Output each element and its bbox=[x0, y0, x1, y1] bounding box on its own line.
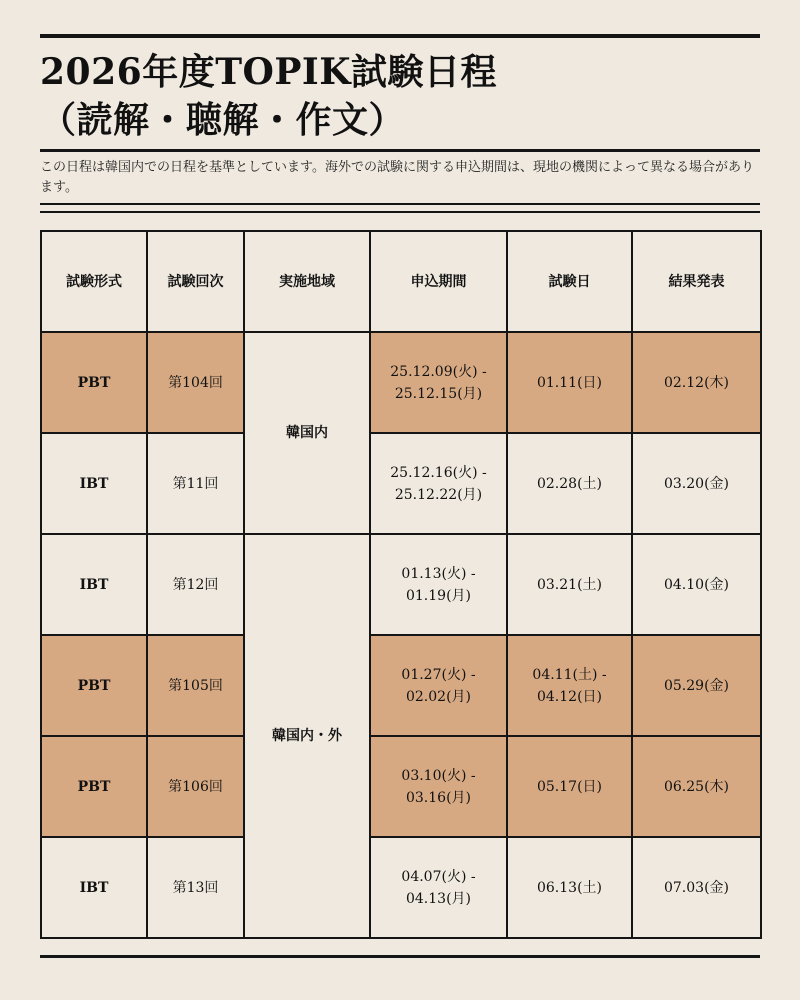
application-start: 01.27(火) - bbox=[401, 666, 476, 683]
top-rule bbox=[40, 34, 760, 38]
title-underline bbox=[40, 149, 760, 152]
table-row bbox=[41, 837, 761, 938]
table-row bbox=[41, 635, 761, 736]
table-row bbox=[41, 736, 761, 837]
results-date-cell: 03.20(金) bbox=[632, 433, 761, 534]
application-end: 03.16(月) bbox=[405, 789, 471, 806]
exam-date-cell: 05.17(日) bbox=[507, 736, 632, 837]
results-date-cell: 06.25(木) bbox=[632, 736, 761, 837]
results-date-cell: 05.29(金) bbox=[632, 635, 761, 736]
table-header-row bbox=[41, 231, 761, 332]
results-date-cell: 04.10(金) bbox=[632, 534, 761, 635]
application-end: 25.12.22(月) bbox=[394, 486, 483, 503]
exam-round-cell: 第11回 bbox=[147, 433, 244, 534]
exam-format-cell: PBT bbox=[41, 332, 147, 433]
exam-format-cell: IBT bbox=[41, 534, 147, 635]
exam-round-cell: 第105回 bbox=[147, 635, 244, 736]
exam-date-cell: 02.28(土) bbox=[507, 433, 632, 534]
exam-schedule-table bbox=[40, 230, 762, 939]
region-cell-domestic: 韓国内 bbox=[244, 332, 370, 534]
application-period-cell bbox=[370, 332, 507, 433]
exam-date-cell bbox=[507, 635, 632, 736]
exam-format-cell: IBT bbox=[41, 433, 147, 534]
note-underline-1 bbox=[40, 203, 760, 205]
exam-round-cell: 第106回 bbox=[147, 736, 244, 837]
exam-date-cell: 06.13(土) bbox=[507, 837, 632, 938]
exam-format-cell: PBT bbox=[41, 736, 147, 837]
results-date-cell: 07.03(金) bbox=[632, 837, 761, 938]
schedule-note: この日程は韓国内での日程を基準としています。海外での試験に関する申込期間は、現地の機関によって異なる場合があります。 bbox=[40, 160, 754, 195]
region-cell-domestic-overseas: 韓国内・外 bbox=[244, 534, 370, 938]
application-period-cell bbox=[370, 534, 507, 635]
page-title-line-2: （読解・聴解・作文） bbox=[40, 99, 406, 141]
table-row bbox=[41, 433, 761, 534]
application-end: 25.12.15(月) bbox=[394, 385, 483, 402]
application-start: 01.13(火) - bbox=[401, 565, 476, 582]
page-title-line-1: 2026年度TOPIK試験日程 bbox=[40, 51, 498, 93]
exam-date-cell: 01.11(日) bbox=[507, 332, 632, 433]
application-period-cell bbox=[370, 837, 507, 938]
note-underline-2 bbox=[40, 211, 760, 213]
table-row bbox=[41, 534, 761, 635]
application-period-cell bbox=[370, 635, 507, 736]
table-row bbox=[41, 332, 761, 433]
exam-round-cell: 第12回 bbox=[147, 534, 244, 635]
results-date-cell: 02.12(木) bbox=[632, 332, 761, 433]
bottom-rule bbox=[40, 955, 760, 958]
exam-date-start: 04.11(土) - bbox=[532, 666, 607, 683]
application-end: 04.13(月) bbox=[405, 890, 471, 907]
exam-date-cell: 03.21(土) bbox=[507, 534, 632, 635]
exam-format-cell: PBT bbox=[41, 635, 147, 736]
application-start: 25.12.09(火) - bbox=[390, 363, 487, 380]
application-start: 03.10(火) - bbox=[401, 767, 476, 784]
header-exam-date: 試験日 bbox=[507, 231, 632, 332]
application-start: 25.12.16(火) - bbox=[390, 464, 487, 481]
header-exam-round: 試験回次 bbox=[147, 231, 244, 332]
exam-round-cell: 第104回 bbox=[147, 332, 244, 433]
header-region: 実施地域 bbox=[244, 231, 370, 332]
application-period-cell bbox=[370, 433, 507, 534]
application-end: 02.02(月) bbox=[405, 688, 471, 705]
application-period-cell bbox=[370, 736, 507, 837]
exam-date-end: 04.12(日) bbox=[536, 688, 602, 705]
header-exam-format: 試験形式 bbox=[41, 231, 147, 332]
header-results-date: 結果発表 bbox=[632, 231, 761, 332]
application-start: 04.07(火) - bbox=[401, 868, 476, 885]
application-end: 01.19(月) bbox=[405, 587, 471, 604]
header-application-period: 申込期間 bbox=[370, 231, 507, 332]
exam-format-cell: IBT bbox=[41, 837, 147, 938]
exam-round-cell: 第13回 bbox=[147, 837, 244, 938]
